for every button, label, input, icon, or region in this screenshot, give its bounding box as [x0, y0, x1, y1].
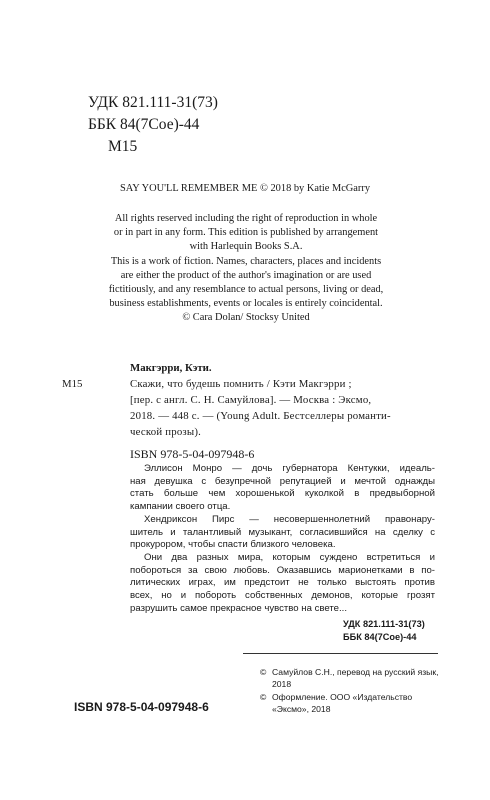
- udk-code-small: УДК 821.111-31(73): [343, 619, 425, 629]
- copyright-line: Самуйлов С.Н., перевод на русский язык,: [272, 667, 439, 677]
- annotation-line: побороться за свою любовь. Оказавшись марионетками в по-: [130, 564, 435, 576]
- cover-photo-credit: © Cara Dolan/ Stocksy United: [182, 312, 310, 324]
- isbn-bottom: ISBN 978-5-04-097948-6: [74, 700, 209, 714]
- bibliographic-record: [62, 360, 438, 462]
- annotation-line: прокурором, чтобы спасти близкого человека.: [130, 539, 336, 551]
- copyright-item-design: [260, 692, 450, 715]
- annotation-paragraph: [130, 514, 435, 552]
- annotation-line: кампании своего отца.: [130, 501, 231, 513]
- copyright-item-translation: [260, 667, 450, 690]
- annotation-line: Хендриксон Пирс — несовершеннолетний правонару-: [144, 513, 435, 525]
- divider-rule: [243, 653, 438, 654]
- russian-copyrights: [260, 667, 450, 717]
- copyright-symbol-icon: ©: [260, 667, 267, 677]
- copyright-line: 2018: [272, 678, 292, 689]
- rights-line: fictitiously, and any resemblance to actual persons, living or dead,: [108, 284, 384, 296]
- udk-code: УДК 821.111-31(73): [88, 94, 218, 111]
- author-heading: Макгэрри, Кэти.: [130, 362, 212, 374]
- isbn-record: ISBN 978-5-04-097948-6: [130, 447, 255, 461]
- title-row: [62, 376, 438, 392]
- author-mark: М15: [108, 138, 138, 155]
- rights-line: with Harlequin Books S.A.: [189, 241, 303, 253]
- bbk-code: ББК 84(7Сое)-44: [88, 116, 200, 133]
- rights-notice: [70, 212, 422, 326]
- copyright-symbol-icon: ©: [260, 692, 267, 703]
- title-line: Скажи, что будешь помнить / Кэти Макгэрри ;: [130, 378, 352, 390]
- bbk-code-small: ББК 84(7Сое)-44: [343, 632, 417, 642]
- rights-line: are either the product of the author's imagination or are used: [120, 269, 372, 281]
- copyright-line: Оформление. ООО «Издательство: [272, 692, 413, 703]
- rights-line: All rights reserved including the right of reproduction in whole: [114, 213, 378, 224]
- title-continuation-line: ческой прозы).: [130, 426, 202, 438]
- annotation-line: ная девушка с безупречной репутацией и мечтой однажды: [130, 475, 435, 487]
- annotation-paragraph: [130, 463, 435, 514]
- annotation-line: Они два разных мира, которым суждено встретиться и: [144, 551, 435, 563]
- classification-block-small: [343, 618, 425, 644]
- copyright-line: «Эксмо», 2018: [272, 703, 331, 714]
- author-mark-label: М15: [62, 378, 83, 390]
- title-continuation-line: [пер. с англ. С. Н. Самуйлова]. — Москва : Эксмо,: [130, 394, 372, 406]
- annotation-line: шитель и талантливый музыкант, согласившийся на сделку с: [130, 526, 435, 538]
- rights-line: or in part in any form. This edition is published by arrangement: [113, 227, 379, 239]
- annotation-paragraph: [130, 552, 435, 616]
- rights-line: This is a work of fiction. Names, characters, places and incidents: [110, 255, 382, 267]
- original-copyright-line: SAY YOU'LL REMEMBER ME © 2018 by Katie McGarry: [119, 183, 371, 194]
- rights-line: business establishments, events or locales is entirely coincidental.: [109, 298, 383, 310]
- classification-block: [88, 92, 218, 158]
- annotation-line: всех, но и побороть собственных демонов, которые грозят: [130, 590, 435, 602]
- annotation-line: разрушить самое прекрасное чувство на свете...: [130, 602, 348, 614]
- title-continuation-line: 2018. — 448 с. — (Young Adult. Бестселлеры романти-: [130, 410, 391, 422]
- annotation-line: Эллисон Монро — дочь губернатора Кентукки, идеаль-: [144, 463, 435, 474]
- annotation-line: литических играх, им предстоит не только выстоять против: [130, 577, 435, 589]
- annotation: [130, 463, 435, 615]
- annotation-line: стать больше чем хорошенькой куколкой в предвыборной: [130, 488, 435, 500]
